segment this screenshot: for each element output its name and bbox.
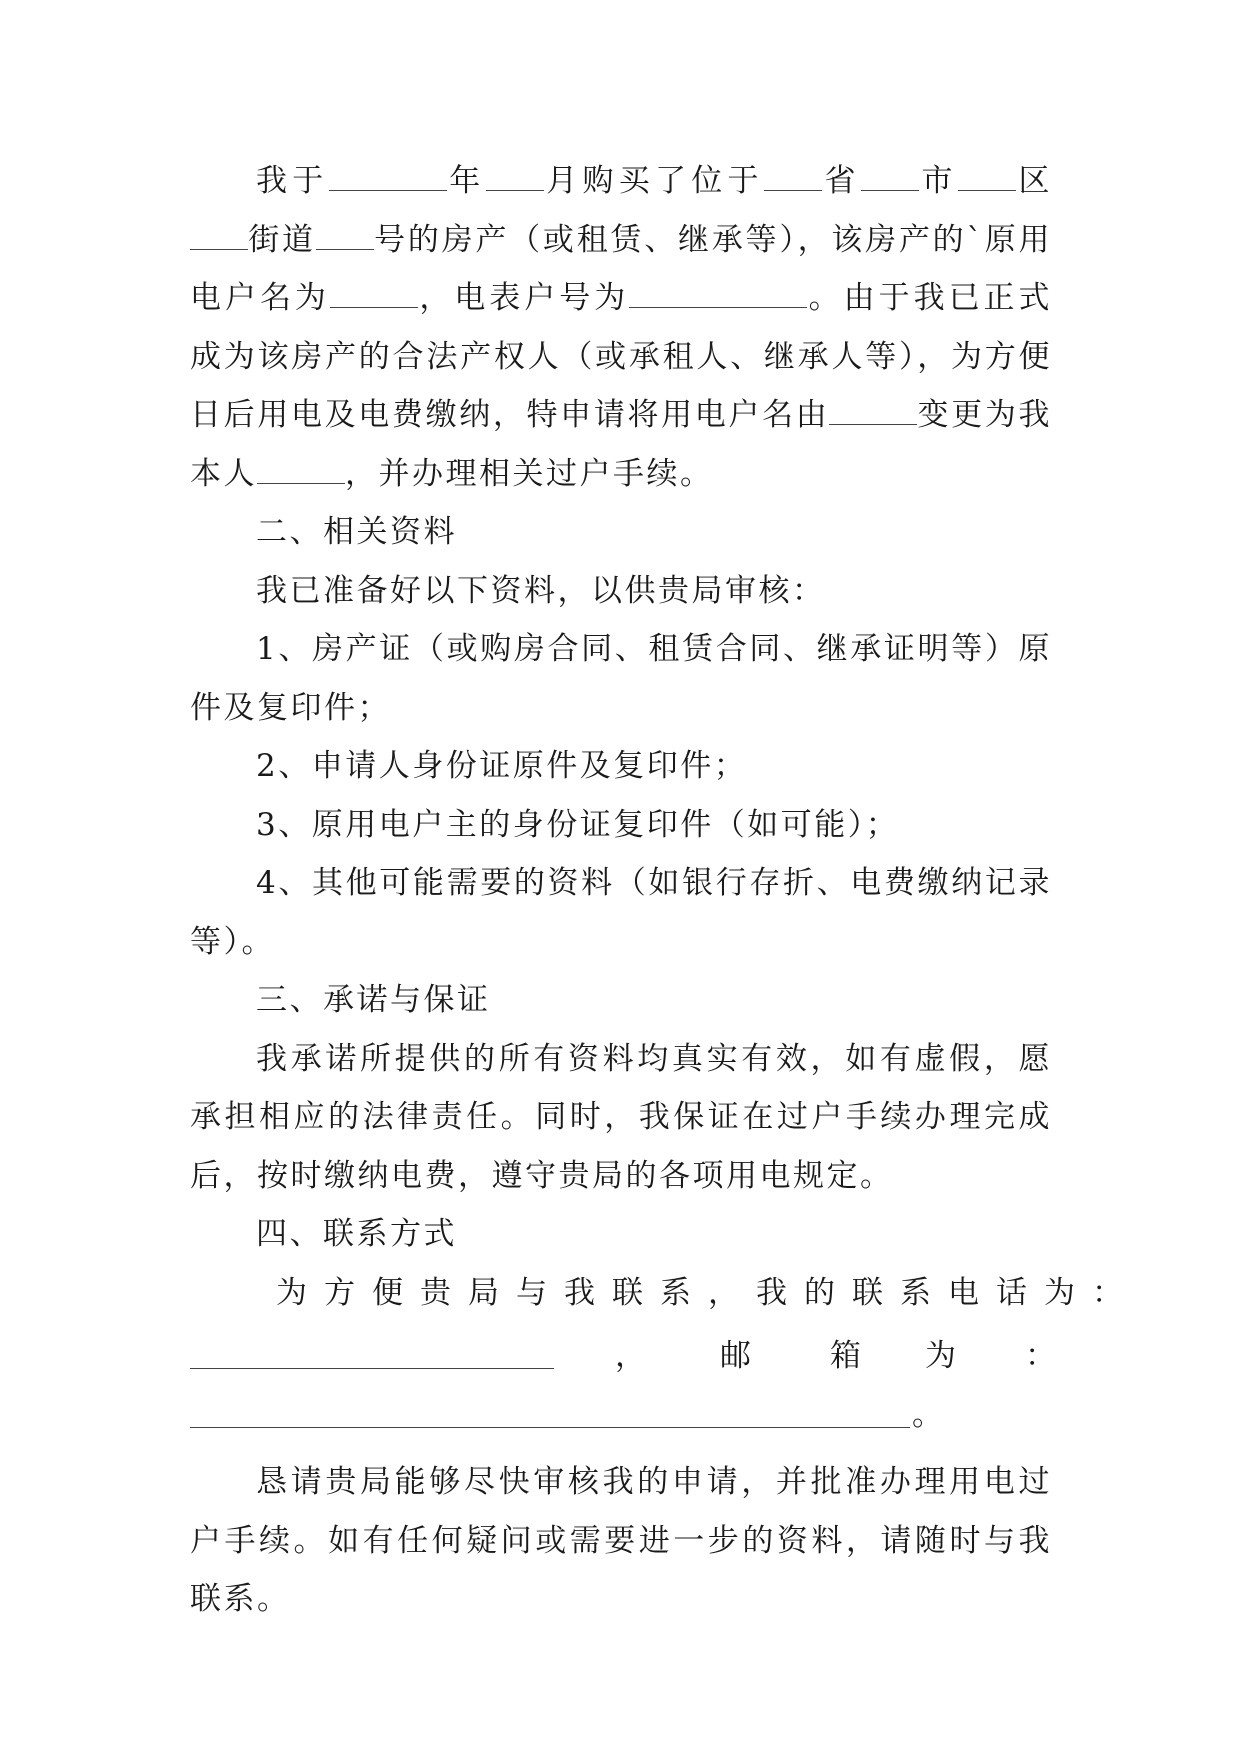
blank-district: [958, 162, 1016, 191]
email-label-char: 邮: [720, 1338, 751, 1374]
text-segment: ，并办理相关过户手续。: [345, 455, 714, 492]
blank-city: [861, 162, 919, 191]
email-label-char: 为: [925, 1338, 956, 1374]
materials-item-1: 1、房产证（或购房合同、租赁合同、继承证明等）原件及复印件；: [190, 631, 1052, 726]
text-segment: 市: [918, 163, 958, 199]
blank-street: [190, 221, 248, 250]
section-heading-contact: 四、联系方式: [256, 1216, 457, 1252]
blank-province: [764, 162, 822, 191]
text-segment: 年: [446, 163, 486, 199]
materials-item-4: 4、其他可能需要的资料（如银行存折、电费缴纳记录等）。: [190, 865, 1052, 960]
materials-item-3: 3、原用电户主的身份证复印件（如可能）；: [256, 806, 900, 843]
materials-item-2: 2、申请人身份证原件及复印件；: [256, 748, 748, 784]
closing-text: 恳请贵局能够尽快审核我的申请，并批准办理用电过户手续。如有任何疑问或需要进一步的资料，请随时与我联系。: [190, 1464, 1052, 1617]
text-segment: 号的房产（或租赁、继承等），该房产的`原用电户名为: [190, 221, 1052, 316]
colon: ：: [1025, 1338, 1056, 1374]
paragraph-purchase-info: [190, 152, 1052, 503]
contact-email-line: [190, 1322, 1056, 1381]
text-segment: 省: [821, 163, 861, 199]
section-heading-materials: 二、相关资料: [256, 514, 457, 550]
text-segment: 月购买了位于: [543, 163, 764, 199]
section-heading-commitment: 三、承诺与保证: [256, 982, 491, 1018]
period: 。: [912, 1396, 943, 1433]
blank-meter-number: [629, 279, 807, 308]
text-segment: 我于: [256, 163, 329, 199]
text-segment: 街道: [248, 221, 316, 258]
document-page: [190, 152, 1140, 1629]
materials-intro: 我已准备好以下资料，以供贵局审核：: [256, 572, 826, 609]
blank-new-name: [257, 455, 345, 484]
contact-phone-line: 为方便贵局与我联系，我的联系电话为：: [276, 1274, 1140, 1311]
text-segment: ，电表户号为: [417, 280, 630, 316]
blank-year: [329, 162, 447, 191]
blank-phone: [190, 1340, 554, 1369]
blank-original-name: [330, 279, 418, 308]
contact-email-blank-line: [190, 1381, 1052, 1440]
blank-old-name: [829, 396, 917, 425]
comma: ，: [615, 1338, 646, 1374]
blank-month: [486, 162, 544, 191]
commitment-text: 我承诺所提供的所有资料均真实有效，如有虚假，愿承担相应的法律责任。同时，我保证在过户手续办理完成后，按时缴纳电费，遵守贵局的各项用电规定。: [190, 1040, 1052, 1194]
text-segment: 。由于我已正式成为该房产的合法产权人（或承租人、继承人等），为方便日后用电及电费缴纳，特申请将用电户名由: [190, 280, 1053, 433]
blank-number: [316, 221, 374, 250]
email-label-char: 箱: [830, 1338, 861, 1374]
text-segment: 变更为我本人: [190, 397, 1052, 492]
blank-email: [190, 1399, 910, 1428]
text-segment: 区: [1015, 163, 1052, 199]
